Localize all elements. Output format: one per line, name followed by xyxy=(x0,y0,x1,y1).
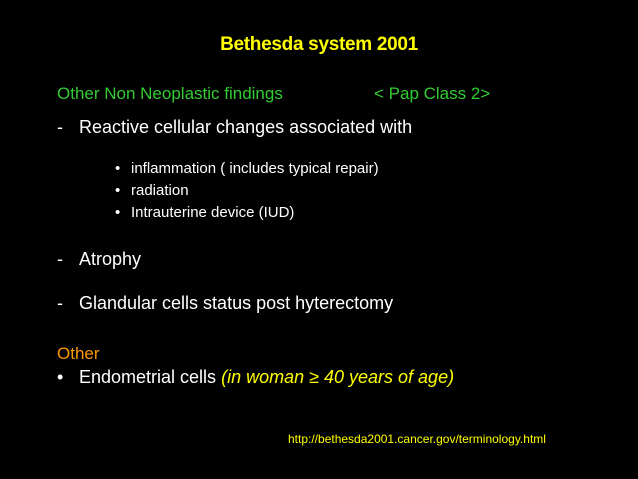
endometrial-text: Endometrial cells xyxy=(79,367,217,387)
sub-item-text: radiation xyxy=(131,182,189,199)
glandular-item xyxy=(57,293,393,314)
bullet-marker: • xyxy=(115,160,121,177)
sub-item xyxy=(115,182,189,199)
sub-item xyxy=(115,160,379,177)
bullet-marker: • xyxy=(115,204,121,221)
reactive-text: Reactive cellular changes associated with xyxy=(79,117,413,137)
bullet-marker: • xyxy=(57,367,64,387)
slide-title: Bethesda system 2001 xyxy=(220,34,418,55)
sub-item xyxy=(115,204,294,221)
dash-marker: - xyxy=(57,293,63,313)
sub-item-text: inflammation ( includes typical repair) xyxy=(131,160,379,177)
glandular-text: Glandular cells status post hyterectomy xyxy=(79,293,394,313)
reactive-item xyxy=(57,117,412,138)
atrophy-item xyxy=(57,249,141,270)
bullet-marker: • xyxy=(115,182,121,199)
subtitle-left: Other Non Neoplastic findings xyxy=(57,84,283,103)
dash-marker: - xyxy=(57,117,63,137)
subtitle-right: < Pap Class 2> xyxy=(374,84,491,103)
dash-marker: - xyxy=(57,249,63,269)
endometrial-item xyxy=(57,367,454,388)
sub-item-text: Intrauterine device (IUD) xyxy=(131,204,295,221)
source-link[interactable]: http://bethesda2001.cancer.gov/terminology.html xyxy=(288,432,546,446)
endometrial-note: (in woman ≥ 40 years of age) xyxy=(221,367,455,387)
other-label: Other xyxy=(57,344,100,363)
atrophy-text: Atrophy xyxy=(79,249,142,269)
